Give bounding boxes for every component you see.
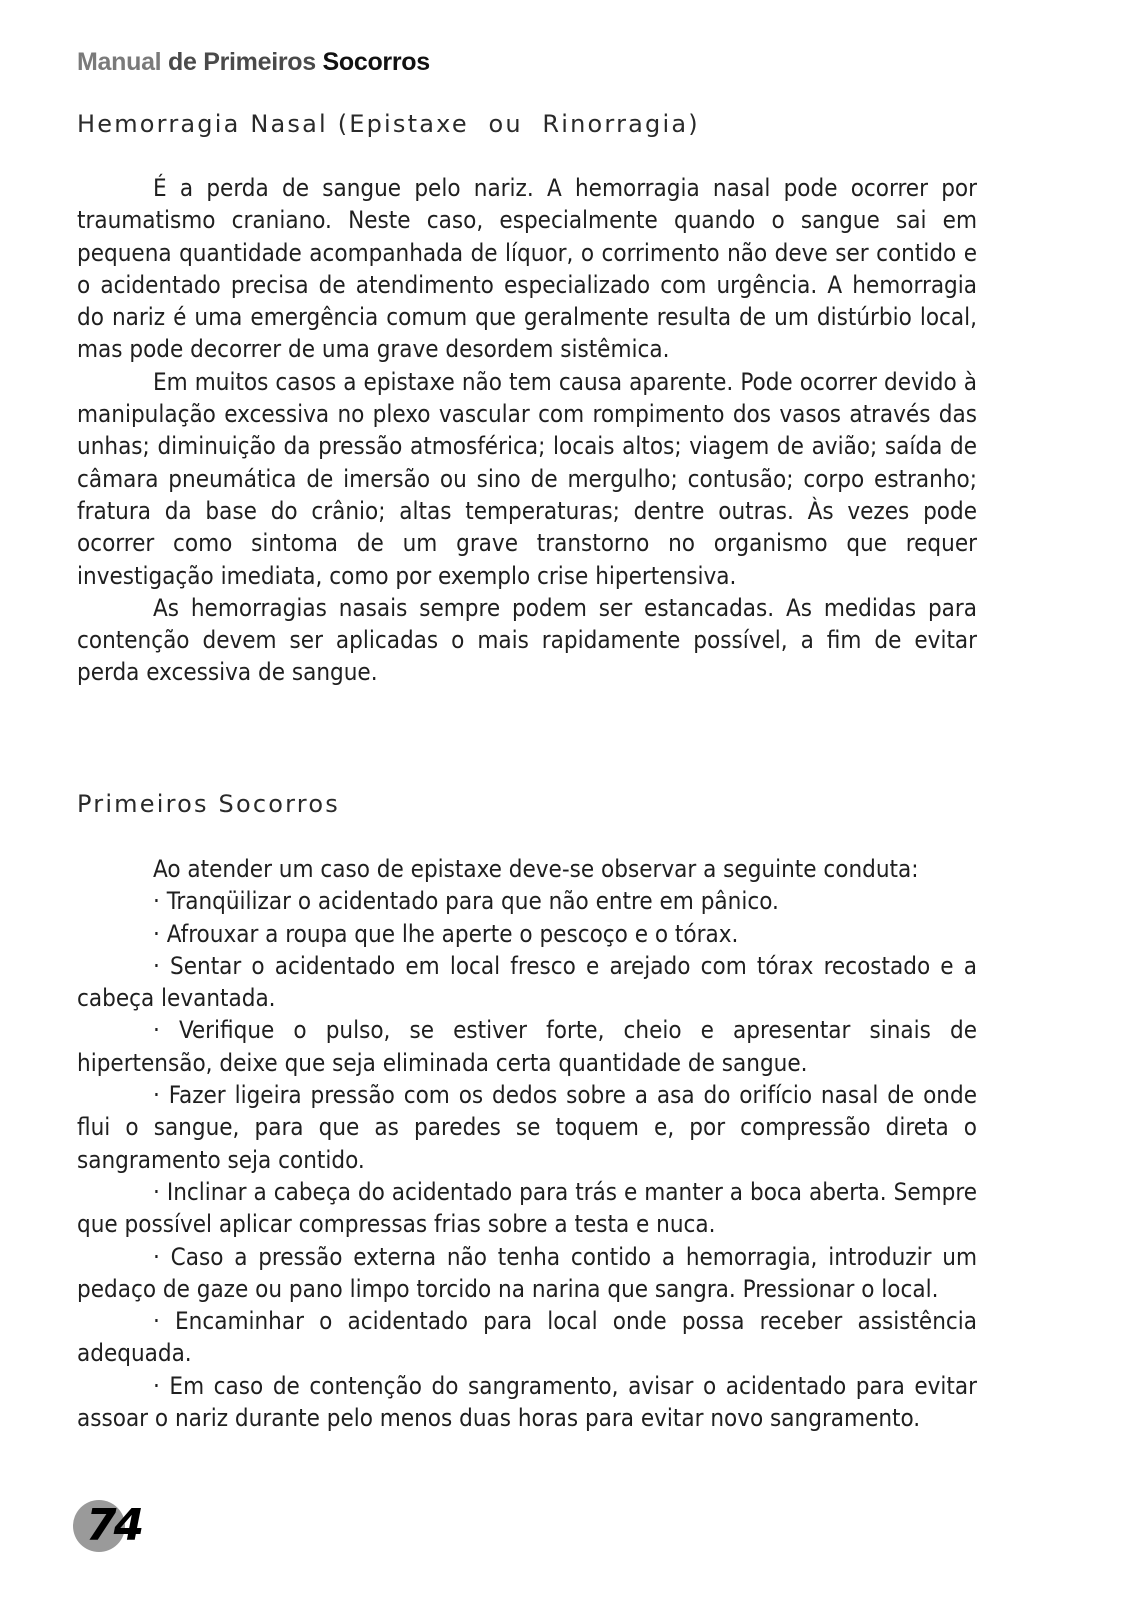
list-item: · Sentar o acidentado em local fresco e arejado com tórax recostado e a cabeça levantada. (77, 951, 977, 1013)
paragraph: As hemorragias nasais sempre podem ser estancadas. As medidas para contenção devem ser aplicadas o mais rapidamente possível, a fim de evitar perda excessiva de sangue. (77, 593, 977, 687)
paragraph: Em muitos casos a epistaxe não tem causa aparente. Pode ocorrer devido à manipulação excessiva no plexo vascular com rompimento dos vasos através das unhas; diminuição da pressão atmosférica; locais altos; viagem de avião; saída de câmara pneumática de imersão ou sino de mergulho; contusão; corpo estranho; fratura da base do crânio; altas temperaturas; dentre outras. Às vezes pode ocorrer como sintoma de um grave transtorno no organismo que requer investigação imediata, como por exemplo crise hipertensiva. (77, 367, 977, 590)
list-item: · Tranqüilizar o acidentado para que não entre em pânico. (153, 887, 779, 916)
intro-paragraph: Ao atender um caso de epistaxe deve-se observar a seguinte conduta: (153, 855, 919, 883)
list-item: · Verifique o pulso, se estiver forte, cheio e apresentar sinais de hipertensão, deixe que seja eliminada certa quantidade de sangue. (77, 1016, 977, 1077)
section-title-primeiros-socorros: Primeiros Socorros (77, 790, 340, 818)
section-body-hemorragia-nasal (77, 172, 977, 689)
list-item: · Em caso de contenção do sangramento, avisar o acidentado para evitar assoar o nariz durante pelo menos duas horas para evitar novo sangramento. (77, 1371, 977, 1433)
header-word-socorros: Socorros (322, 48, 430, 76)
running-header (77, 48, 430, 77)
header-word-manual: Manual (77, 48, 162, 76)
list-item: · Inclinar a cabeça do acidentado para trás e manter a boca aberta. Sempre que possível aplicar compressas frias sobre a testa e nuca. (77, 1177, 977, 1239)
list-item: · Fazer ligeira pressão com os dedos sobre a asa do orifício nasal de onde flui o sangue, para que as paredes se toquem e, por compressão direta o sangramento seja contido. (77, 1081, 977, 1174)
header-word-de-primeiros: de Primeiros (167, 48, 316, 76)
section-title-hemorragia-nasal: Hemorragia Nasal (Epistaxe ou Rinorragia) (77, 110, 700, 138)
list-item: · Afrouxar a roupa que lhe aperte o pescoço e o tórax. (153, 919, 739, 948)
list-item: · Caso a pressão externa não tenha contido a hemorragia, introduzir um pedaço de gaze ou pano limpo torcido na narina que sangra. Pressionar o local. (77, 1242, 977, 1303)
list-item: · Encaminhar o acidentado para local onde possa receber assistência adequada. (77, 1307, 977, 1368)
page-number-badge (73, 1500, 173, 1552)
section-body-primeiros-socorros (77, 853, 977, 1434)
page-number: 74 (86, 1500, 142, 1551)
paragraph: É a perda de sangue pelo nariz. A hemorragia nasal pode ocorrer por traumatismo craniano. Neste caso, especialmente quando o sangue sai em pequena quantidade acompanhada de líquor, o corrimento não deve ser contido e o acidentado precisa de atendimento especializado com urgência. A hemorragia do nariz é uma emergência comum que geralmente resulta de um distúrbio local, mas pode decorrer de uma grave desordem sistêmica. (77, 174, 977, 364)
